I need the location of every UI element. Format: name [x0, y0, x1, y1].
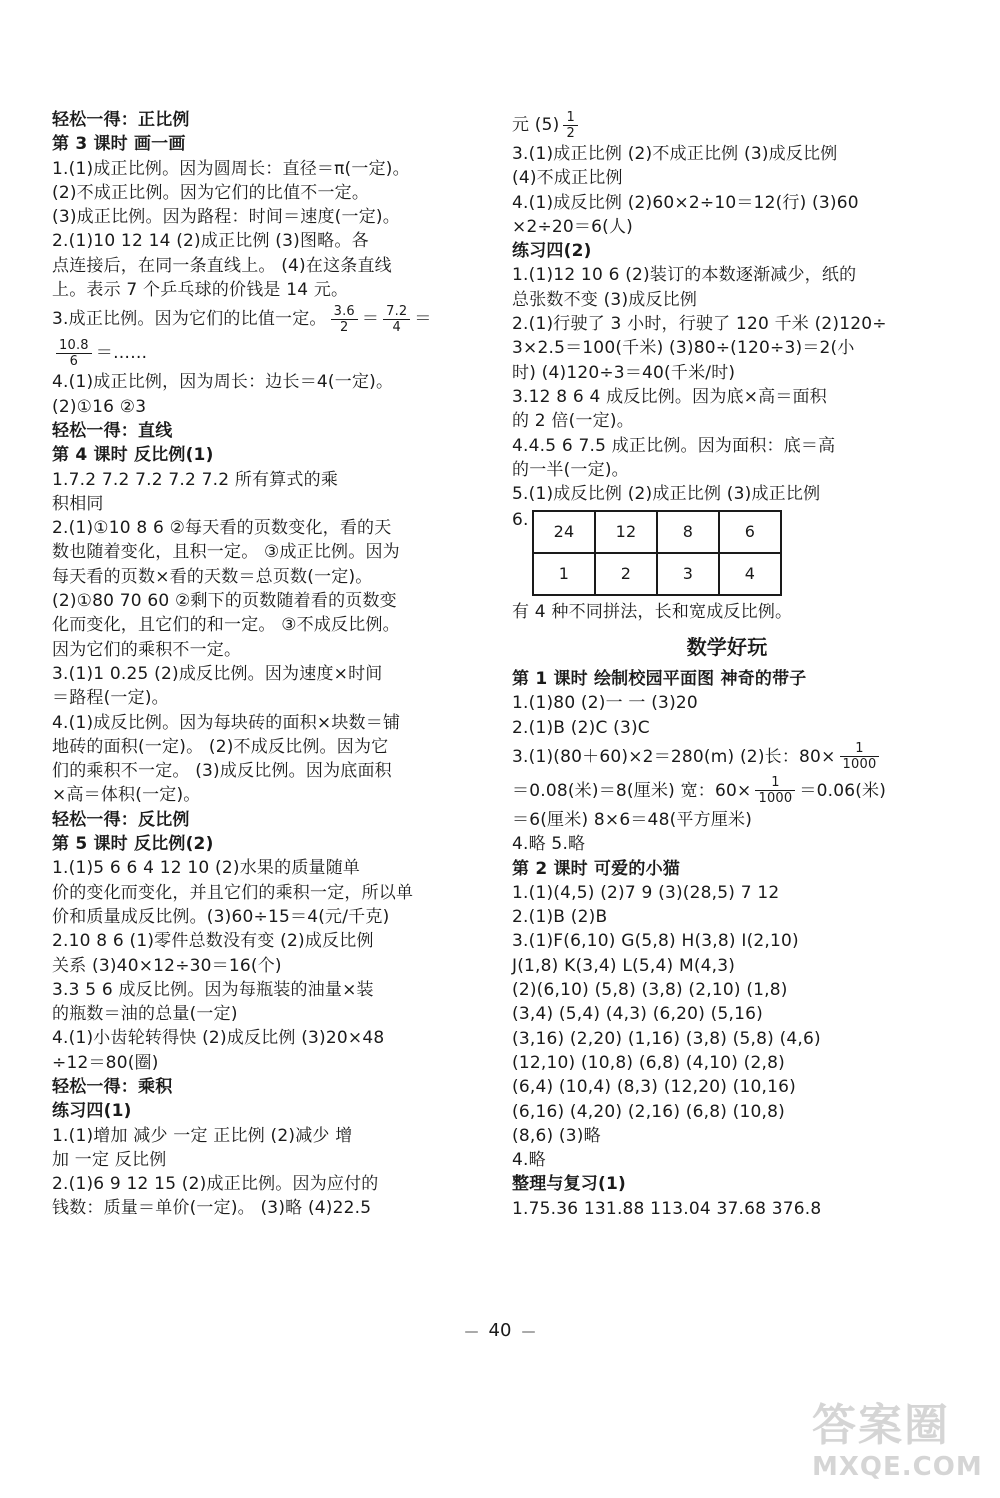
fraction-numerator: 1 [840, 741, 880, 757]
answer-line: 关系 (3)40×12÷30＝16(个) [52, 955, 282, 976]
answer-line: 2.(1)行驶了 3 小时，行驶了 120 千米 (2)120÷ [512, 314, 887, 335]
answer-line: 每天看的页数×看的天数＝总页数(一定)。 [52, 566, 373, 587]
fraction [755, 775, 795, 806]
answer-line: 2.(1)10 12 14 (2)成正比例 (3)图略。各 [52, 231, 369, 252]
grid-row [533, 511, 781, 553]
line-text: 元 (5) [512, 115, 560, 135]
answer-line: (8,6) (3)略 [512, 1125, 601, 1146]
right-top-section [512, 108, 942, 506]
answer-line: 2.10 8 6 (1)零件总数没有变 (2)成反比例 [52, 931, 374, 952]
fraction-separator: ＝ [361, 309, 380, 330]
grid-label: 6. [512, 510, 529, 531]
answer-line: 2.(1)B (2)B [512, 907, 608, 928]
answer-line: (3,4) (5,4) (4,3) (6,20) (5,16) [512, 1004, 763, 1025]
section-heading: 轻松一得：乘积 [52, 1076, 173, 1097]
watermark-logo [812, 1400, 992, 1494]
answer-line: 2.(1)6 9 12 15 (2)成正比例。因为应付的 [52, 1174, 379, 1195]
fraction-numerator: 1 [563, 110, 577, 126]
fraction [331, 304, 358, 335]
answer-line: 1.(1)12 10 6 (2)装订的本数逐渐减少，纸的 [512, 265, 857, 286]
answer-line: 4.(1)小齿轮转得快 (2)成反比例 (3)20×48 [52, 1028, 385, 1049]
fraction [563, 110, 577, 141]
right-after-grid [512, 600, 942, 624]
answer-line: 4.(1)成正比例，因为周长：边长＝4(一定)。 [52, 372, 394, 393]
answer-line: 3.(1)F(6,10) G(5,8) H(3,8) I(2,10) [512, 931, 799, 952]
answer-line: (2)①80 70 60 ②剩下的页数随着看的页数变 [52, 591, 397, 612]
answer-line: 地砖的面积(一定)。 (2)不成反比例。因为它 [52, 736, 389, 757]
section-heading: 练习四(2) [512, 241, 592, 262]
page-number [0, 1320, 1000, 1341]
answer-line: 价和质量成反比例。(3)60÷15＝4(元/千克) [52, 906, 390, 927]
answer-line: 积相同 [52, 493, 104, 514]
answer-line: 价的变化而变化，并且它们的乘积一定，所以单 [52, 882, 414, 903]
grid-cell: 3 [657, 553, 719, 595]
line-text: 3.成正比例。因为它们的比值一定。 [52, 309, 327, 330]
watermark-url: MXQE.COM [812, 1452, 983, 1482]
fraction [840, 741, 880, 772]
answer-line: ×2÷20＝6(人) [512, 216, 634, 237]
section-heading: 轻松一得：正比例 [52, 110, 190, 130]
answer-line: 1.(1)增加 减少 一定 正比例 (2)减少 增 [52, 1125, 353, 1146]
section-heading: 第 2 课时 可爱的小猫 [512, 858, 680, 879]
answer-grid-table [532, 510, 782, 596]
answer-line: (3,16) (2,20) (1,16) (3,8) (5,8) (4,6) [512, 1028, 821, 1049]
answer-line: (2)不成正比例。因为它们的比值不一定。 [52, 182, 370, 203]
section-heading: 第 1 课时 绘制校园平面图 神奇的带子 [512, 669, 807, 690]
right-column [512, 108, 942, 1221]
answer-line: 的 2 倍(一定)。 [512, 411, 634, 432]
grid-cell: 1 [533, 553, 595, 595]
line-text: ＝0.06(米) [799, 780, 887, 801]
answer-line: ÷12＝80(圈) [52, 1052, 159, 1073]
answer-line: 点连接后，在同一条直线上。 (4)在这条直线 [52, 255, 392, 276]
fraction-numerator: 10.8 [56, 338, 92, 354]
answer-line: 4.4.5 6 7.5 成正比例。因为面积：底＝高 [512, 435, 836, 456]
fraction-line [512, 774, 942, 808]
grid-cell: 12 [595, 511, 657, 553]
answer-line: 因为它们的乘积不一定。 [52, 639, 242, 660]
answer-line: 1.(1)5 6 6 4 12 10 (2)水果的质量随单 [52, 858, 361, 879]
answer-line: 们的乘积不一定。 (3)成反比例。因为底面积 [52, 761, 392, 782]
fraction-numerator: 7.2 [383, 304, 410, 320]
answer-line: 3.(1)成正比例 (2)不成正比例 (3)成反比例 [512, 144, 838, 164]
section-heading: 第 4 课时 反比例(1) [52, 445, 214, 466]
fraction-line [512, 740, 942, 774]
answer-line: 加 一定 反比例 [52, 1149, 167, 1170]
fraction-line [512, 108, 942, 142]
answer-line: 的一半(一定)。 [512, 459, 629, 480]
answer-line: 上。表示 7 个乒乓球的价钱是 14 元。 [52, 280, 349, 301]
section-heading: 整理与复习(1) [512, 1174, 626, 1195]
answer-line: J(1,8) K(3,4) L(5,4) M(4,3) [512, 955, 736, 976]
answer-line: ＝6(厘米) 8×6＝48(平方厘米) [512, 809, 753, 830]
grid-cell: 6 [719, 511, 781, 553]
answer-line: 4.略 [512, 1150, 546, 1171]
section-heading: 轻松一得：反比例 [52, 809, 190, 830]
section-heading: 轻松一得：直线 [52, 420, 173, 441]
answer-line: ＝路程(一定)。 [52, 688, 169, 709]
page-number-value: 40 [488, 1320, 512, 1341]
answer-line: 1.(1)80 (2)一 一 (3)20 [512, 693, 698, 714]
answer-line: 的瓶数＝油的总量(一定) [52, 1004, 238, 1025]
line-text: ＝…… [95, 343, 148, 364]
answer-line: 1.(1)成正比例。因为圆周长：直径＝π(一定)。 [52, 158, 410, 179]
line-text: 3.(1)(80＋60)×2＝280(m) (2)长：80× [512, 746, 836, 767]
fraction-denominator: 2 [566, 125, 575, 141]
fraction-line [52, 336, 482, 370]
answer-line: 3.(1)1 0.25 (2)成反比例。因为速度×时间 [52, 663, 383, 684]
answer-line: 有 4 种不同拼法，长和宽成反比例。 [512, 602, 793, 623]
answer-line: 总张数不变 (3)成反比例 [512, 289, 698, 310]
answer-line: (6,16) (4,20) (2,16) (6,8) (10,8) [512, 1101, 785, 1122]
fraction-denominator: 6 [69, 353, 79, 369]
answer-line: 1.(1)(4,5) (2)7 9 (3)(28,5) 7 12 [512, 882, 780, 903]
answer-line: (2)(6,10) (5,8) (3,8) (2,10) (1,8) [512, 980, 788, 1001]
answer-line: 4.(1)成反比例。因为每块砖的面积×块数＝铺 [52, 712, 401, 733]
answer-line: 化而变化，且它们的和一定。 ③不成反比例。 [52, 615, 400, 636]
fraction [56, 338, 92, 369]
answer-line: 5.(1)成反比例 (2)成正比例 (3)成正比例 [512, 484, 821, 505]
page-number-dash-right: — [521, 1324, 536, 1340]
left-column [52, 108, 482, 1221]
answer-line: (6,4) (10,4) (8,3) (12,20) (10,16) [512, 1077, 796, 1098]
fraction-line [52, 302, 482, 336]
line-text: ＝0.08(米)＝8(厘米) 宽：60× [512, 780, 752, 801]
section-heading: 第 5 课时 反比例(2) [52, 834, 214, 855]
fraction-denominator: 1000 [842, 757, 877, 773]
fraction-denominator: 2 [340, 319, 349, 335]
grid-row [533, 553, 781, 595]
watermark-mark: 答案圈 [812, 1400, 950, 1451]
page-number-dash-left: — [464, 1324, 479, 1340]
answer-line: (4)不成正比例 [512, 168, 623, 189]
right-bottom-section [512, 667, 942, 1221]
fraction-denominator: 4 [392, 319, 401, 335]
answer-grid-row [512, 510, 942, 596]
section-heading: 第 3 课时 画一画 [52, 134, 186, 155]
answer-line: 4.略 5.略 [512, 834, 586, 855]
answer-line: 3.3 5 6 成反比例。因为每瓶装的油量×装 [52, 979, 374, 1000]
answer-line: 钱数：质量＝单价(一定)。 (3)略 (4)22.5 [52, 1198, 372, 1219]
fraction-numerator: 1 [755, 775, 795, 791]
answer-line: 2.(1)①10 8 6 ②每天看的页数变化，看的天 [52, 518, 392, 539]
grid-cell: 4 [719, 553, 781, 595]
fraction-denominator: 1000 [758, 791, 793, 807]
answer-line: 1.7.2 7.2 7.2 7.2 7.2 所有算式的乘 [52, 469, 339, 490]
line-text: ＝ [414, 309, 432, 330]
answer-line: 4.(1)成反比例 (2)60×2÷10＝12(行) (3)60 [512, 192, 859, 213]
answer-line: 数也随着变化，且积一定。 ③成正比例。因为 [52, 542, 400, 563]
fraction-numerator: 3.6 [331, 304, 358, 320]
grid-cell: 8 [657, 511, 719, 553]
grid-cell: 2 [595, 553, 657, 595]
section-title: 数学好玩 [686, 634, 768, 659]
answer-line: 3×2.5＝100(千米) (3)80÷(120÷3)＝2(小 [512, 338, 855, 359]
fraction [383, 304, 410, 335]
answer-line: 时) (4)120÷3＝40(千米/时) [512, 362, 736, 383]
answer-line: 1.75.36 131.88 113.04 37.68 376.8 [512, 1198, 822, 1219]
answer-line: 3.12 8 6 4 成反比例。因为底×高＝面积 [512, 386, 827, 407]
answer-line: (3)成正比例。因为路程：时间＝速度(一定)。 [52, 207, 400, 228]
section-heading: 练习四(1) [52, 1101, 132, 1122]
grid-cell: 24 [533, 511, 595, 553]
answer-line: ×高＝体积(一定)。 [52, 785, 201, 806]
answer-line: (2)①16 ②3 [52, 396, 147, 417]
answer-line: (12,10) (10,8) (6,8) (4,10) (2,8) [512, 1052, 785, 1073]
answer-line: 2.(1)B (2)C (3)C [512, 717, 650, 738]
